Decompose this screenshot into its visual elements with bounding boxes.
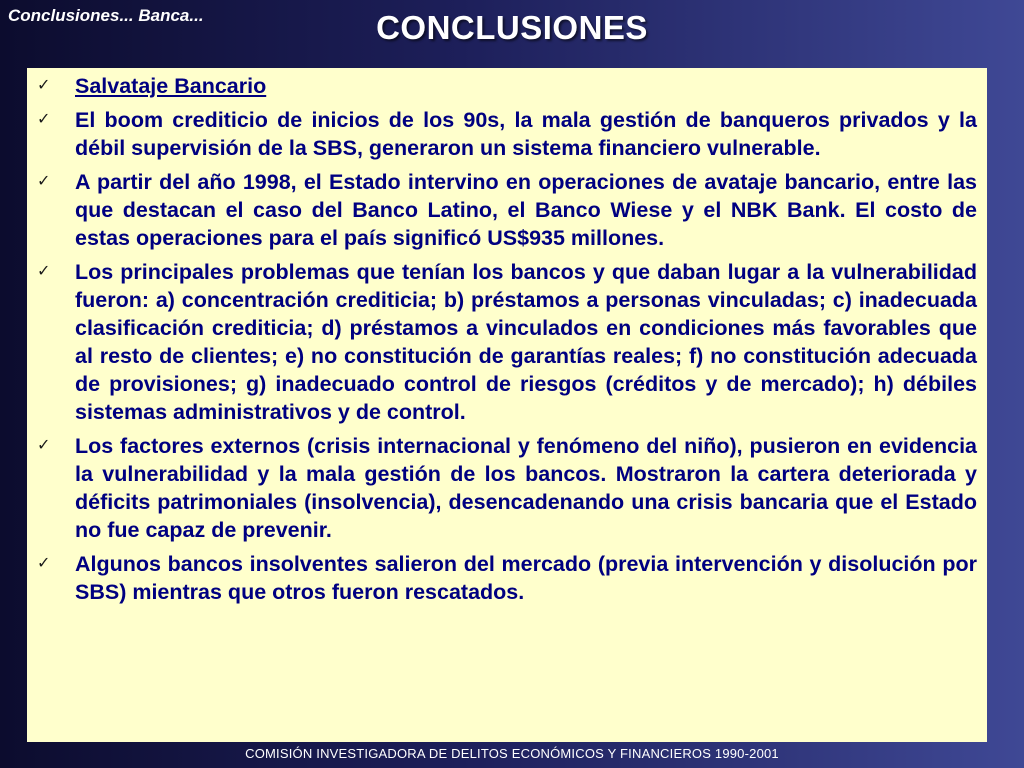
bullet-item-4: [37, 258, 977, 426]
footer-label: COMISIÓN INVESTIGADORA DE DELITOS ECONÓMICOS Y FINANCIEROS 1990-2001: [245, 746, 779, 761]
check-mark-icon: ✓: [37, 173, 51, 190]
content-panel: [27, 68, 987, 742]
check-mark-icon: ✓: [37, 555, 51, 572]
header-label: Conclusiones... Banca...: [8, 6, 204, 25]
bullet-text: A partir del año 1998, el Estado intervino en operaciones de avataje bancario, entre las que destacan el caso del Banco Latino, el Banco Wiese y el NBK Bank. El costo de estas operaciones para el país significó US$935 millones.: [75, 170, 977, 250]
bullet-list: [37, 72, 977, 606]
bullet-text: El boom crediticio de inicios de los 90s, la mala gestión de banqueros privados y la débil supervisión de la SBS, generaron un sistema financiero vulnerable.: [75, 108, 977, 160]
bullet-item-5: [37, 432, 977, 544]
bullet-heading: Salvataje Bancario: [75, 74, 267, 98]
bullet-item-1: [37, 72, 977, 100]
bullet-text: Los factores externos (crisis internacional y fenómeno del niño), pusieron en evidencia la vulnerabilidad y la mala gestión de los bancos. Mostraron la cartera deteriorada y déficits patrimoniales (insolvencia), desencadenando una crisis bancaria que el Estado no fue capaz de prevenir.: [75, 434, 977, 542]
check-mark-icon: ✓: [37, 263, 51, 280]
slide-title: CONCLUSIONES: [376, 9, 648, 46]
bullet-item-2: [37, 106, 977, 162]
bullet-text: Los principales problemas que tenían los bancos y que daban lugar a la vulnerabilidad fueron: a) concentración crediticia; b) préstamos a personas vinculadas; c) inadecuada clasificación crediticia; d) préstamos a vinculados en condiciones más favorables que al resto de clientes; e) no constitución de garantías reales; f) no constitución adecuada de provisiones; g) inadecuado control de riesgos (créditos y de mercado); h) débiles sistemas administrativos y de control.: [75, 260, 977, 424]
check-mark-icon: ✓: [37, 111, 51, 128]
check-mark-icon: ✓: [37, 437, 51, 454]
bullet-text: Algunos bancos insolventes salieron del mercado (previa intervención y disolución por SBS) mientras que otros fueron rescatados.: [75, 552, 977, 604]
bullet-item-6: [37, 550, 977, 606]
bullet-item-3: [37, 168, 977, 252]
check-mark-icon: ✓: [37, 77, 51, 94]
